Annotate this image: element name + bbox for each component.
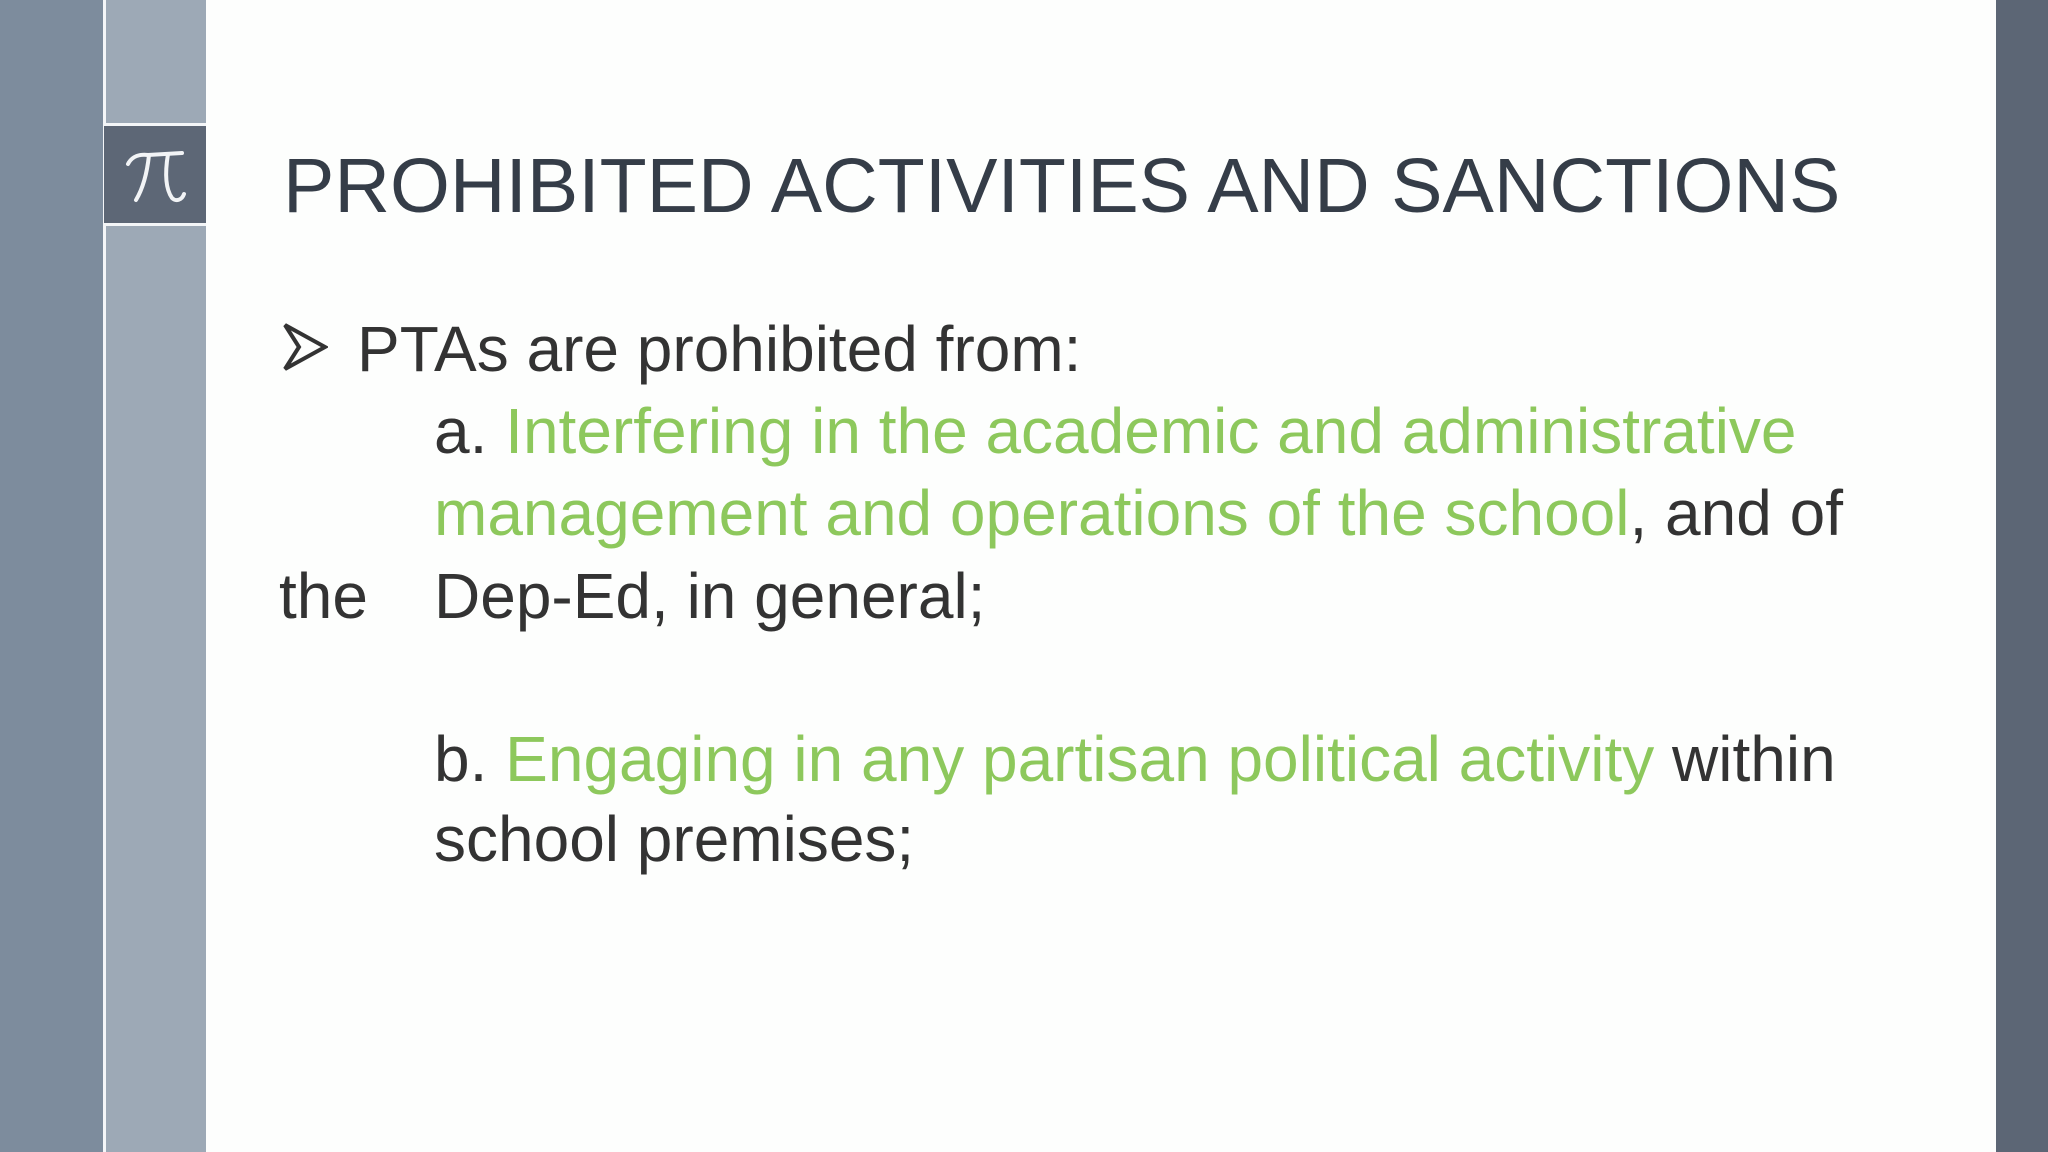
item-b-rest-1: within bbox=[1654, 723, 1836, 795]
arrow-bullet-icon bbox=[282, 322, 328, 372]
item-b-line-2: school premises; bbox=[434, 803, 915, 875]
item-a-highlight-1: Interfering in the academic and administrative bbox=[505, 395, 1797, 467]
item-a-marker: a. bbox=[434, 395, 506, 467]
item-a-highlight-2: management and operations of the school bbox=[434, 477, 1630, 549]
item-a-line-1 bbox=[434, 395, 1797, 467]
item-b-line-1 bbox=[434, 723, 1836, 795]
slide-title: PROHIBITED ACTIVITIES AND SANCTIONS bbox=[283, 143, 1841, 229]
item-a-rest-2: , and of bbox=[1629, 477, 1843, 549]
item-b-highlight: Engaging in any partisan political activity bbox=[505, 723, 1655, 795]
item-a-hanging-word: the bbox=[279, 560, 368, 632]
item-b-marker: b. bbox=[434, 723, 506, 795]
item-a-line-2 bbox=[434, 477, 1843, 549]
bullet-text: PTAs are prohibited from: bbox=[357, 313, 1082, 385]
item-a-line-3: Dep-Ed, in general; bbox=[434, 560, 986, 632]
